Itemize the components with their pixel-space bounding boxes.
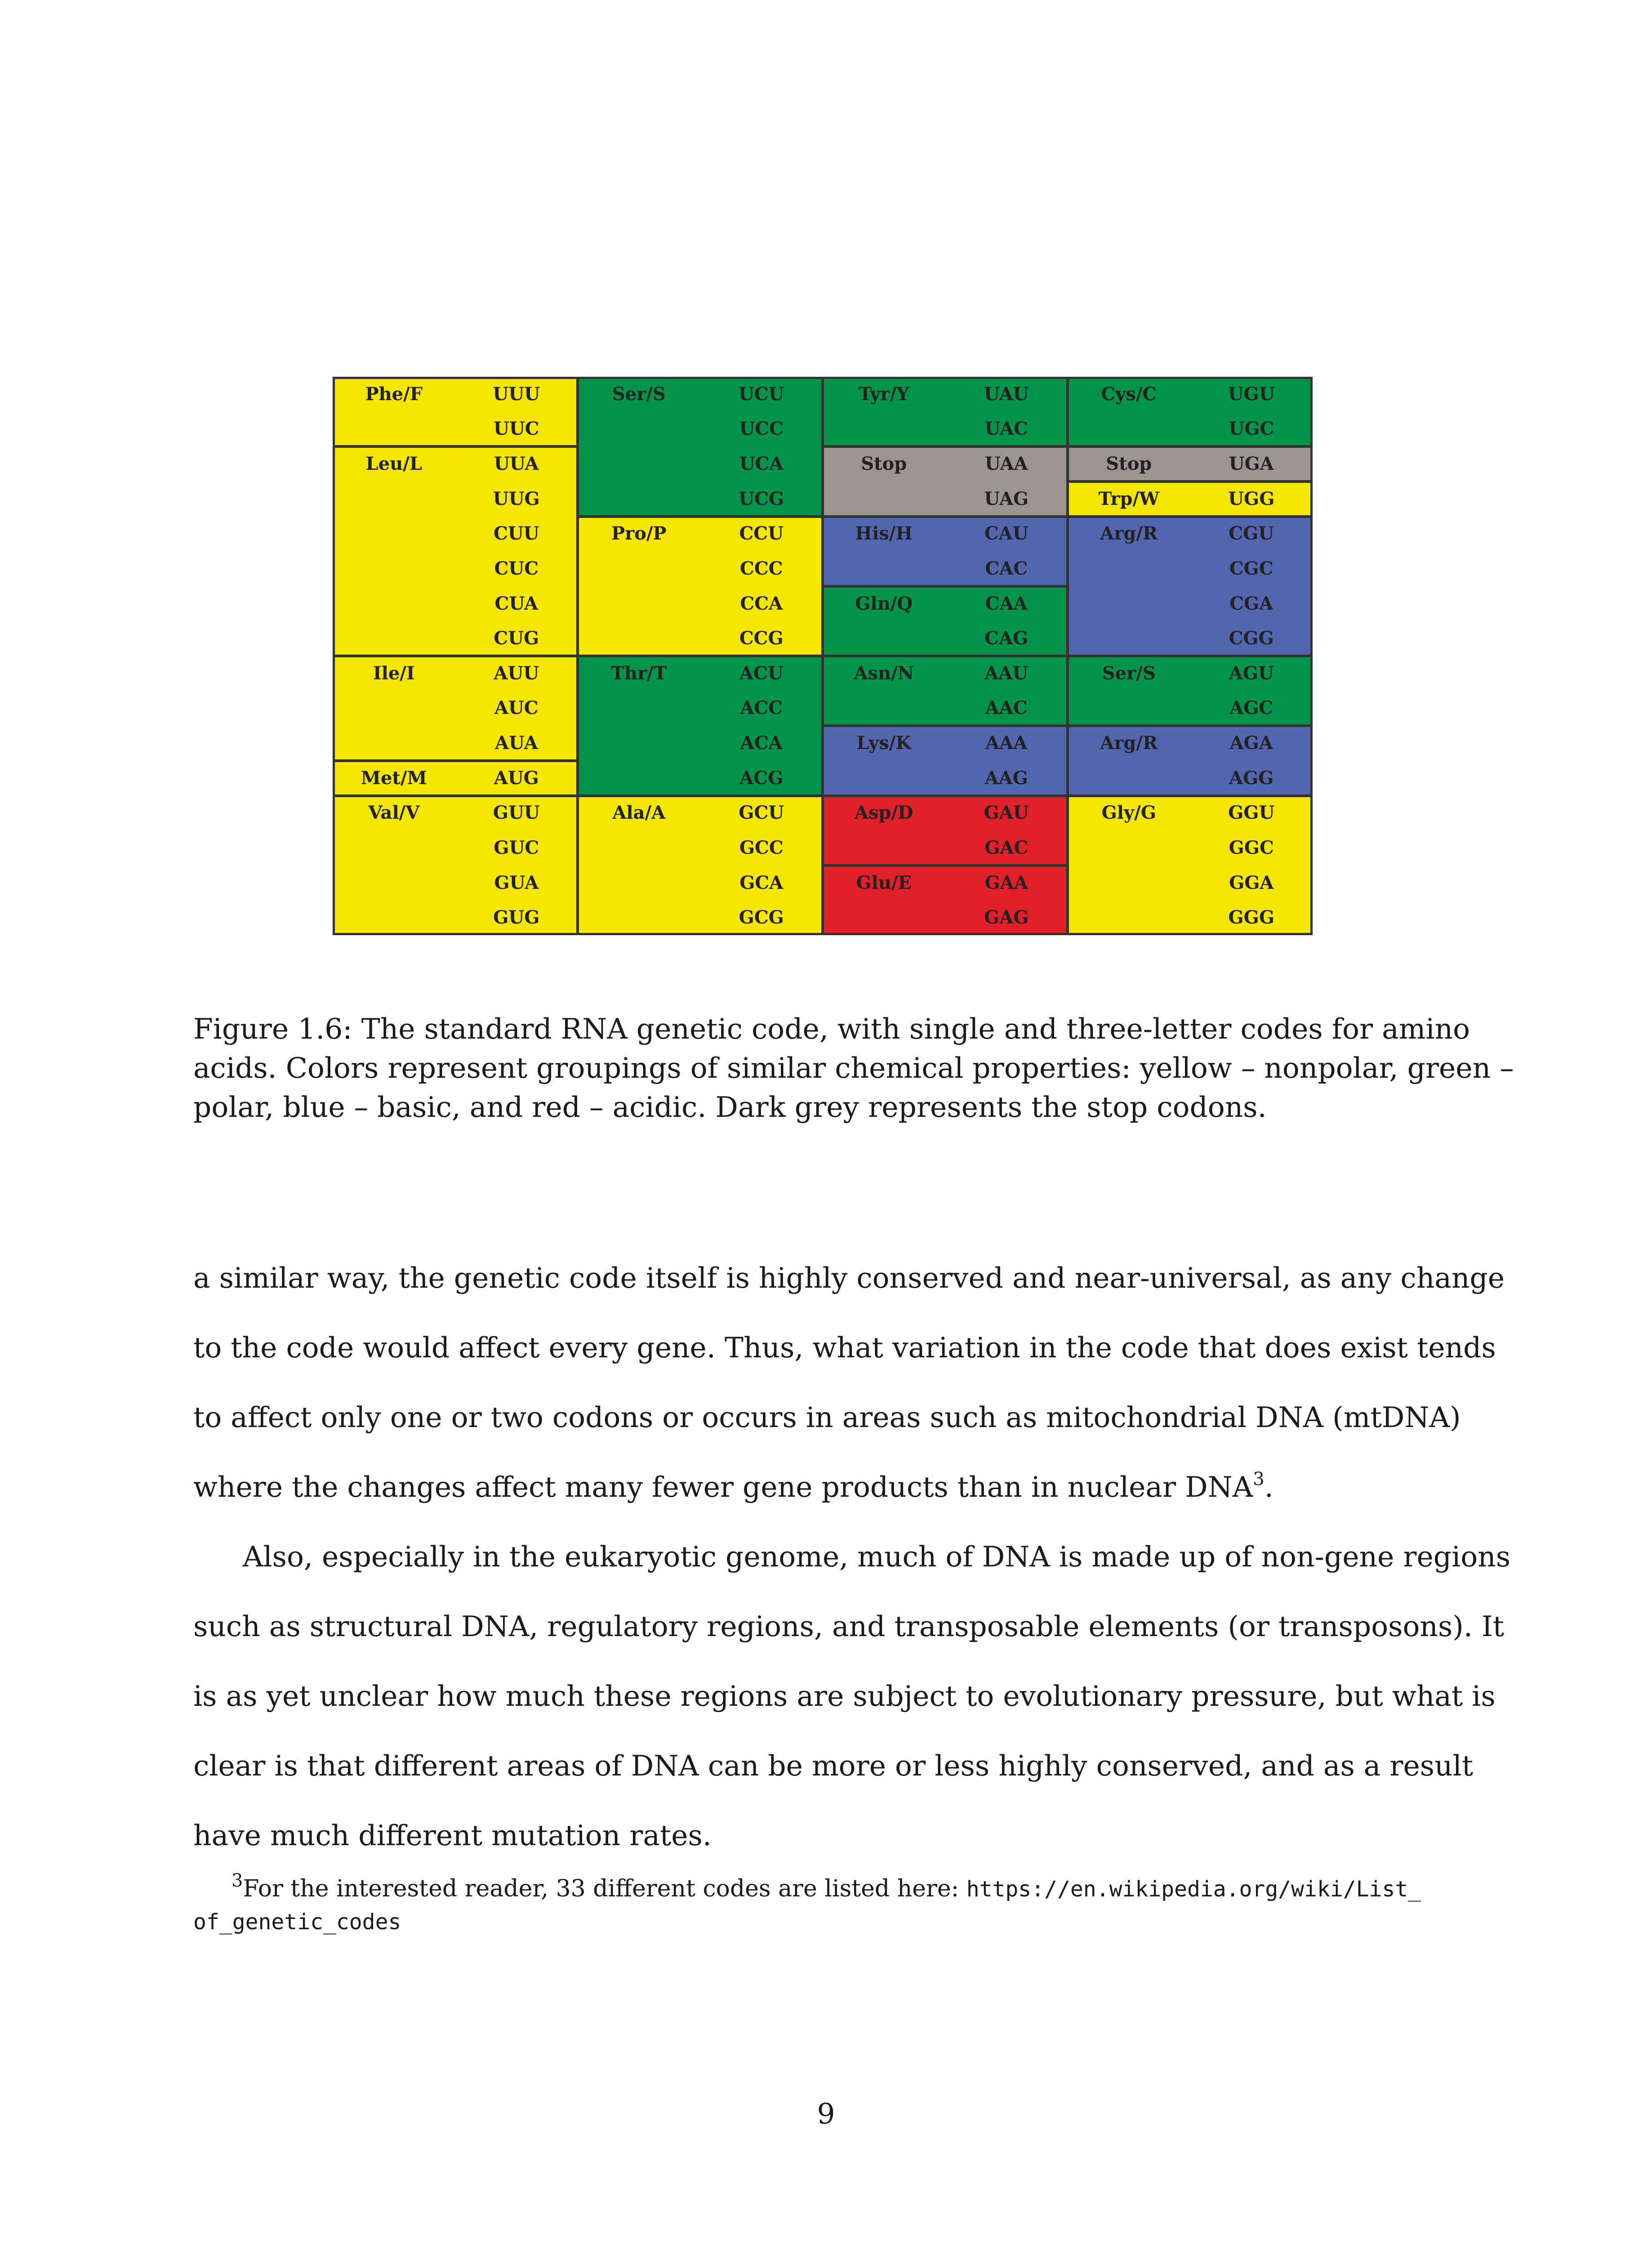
codon-label: GUU [493, 802, 540, 824]
body-line: is as yet unclear how much these regions are subject to evolutionary pressure, but what is [193, 1680, 1496, 1713]
amino-acid-group [1068, 446, 1313, 482]
amino-acid-label: Val/V [368, 802, 420, 824]
codon-label: UUA [494, 453, 539, 475]
amino-acid-label: Asp/D [854, 802, 913, 824]
footnote-url-continued[interactable]: of_genetic_codes [193, 1909, 401, 1935]
caption-line: Figure 1.6: The standard RNA genetic code, with single and three-letter codes for amino [193, 1012, 1470, 1045]
body-line: to affect only one or two codons or occurs in areas such as mitochondrial DNA (mtDNA) [193, 1401, 1461, 1434]
amino-acid-label: Ser/S [612, 383, 666, 405]
codon-label: CUC [494, 558, 539, 579]
body-line: have much different mutation rates. [193, 1819, 712, 1852]
codon-label: GUC [494, 837, 539, 858]
codon-label: UUG [493, 488, 540, 509]
footnote-line [193, 1905, 1456, 1938]
amino-acid-label: Arg/R [1100, 523, 1158, 544]
amino-acid-label: Tyr/Y [858, 383, 909, 405]
codon-label: ACA [740, 732, 783, 754]
body-line-end: . [1264, 1471, 1274, 1503]
codon-label: UAG [984, 488, 1029, 509]
footnote-text: For the interested reader, 33 different codes are listed here: [243, 1875, 966, 1902]
codon-label: AAU [984, 662, 1029, 684]
amino-acid-group [333, 446, 578, 656]
amino-acid-label: Trp/W [1098, 488, 1159, 509]
amino-acid-label: Gly/G [1101, 802, 1156, 824]
amino-acid-label: Stop [861, 453, 907, 475]
codon-label: UCC [739, 418, 784, 440]
codon-label: UCU [738, 383, 784, 405]
codon-label: UUU [493, 383, 540, 405]
codon-label: GCG [739, 907, 784, 928]
codon-label: UAC [984, 418, 1029, 440]
codon-label: AGU [1229, 662, 1274, 684]
codon-label: UGA [1229, 453, 1274, 475]
codon-label: UAA [984, 453, 1028, 475]
codon-label: UCA [739, 453, 784, 475]
codon-label: CUA [494, 593, 539, 614]
codon-label: GUG [493, 907, 540, 928]
codon-label: CAG [984, 628, 1029, 649]
body-line [193, 1452, 1456, 1522]
footnote-url[interactable]: https://en.wikipedia.org/wiki/List_ [966, 1877, 1421, 1902]
codon-label: GGA [1229, 872, 1274, 893]
amino-acid-label: Ser/S [1102, 662, 1156, 684]
codon-label: CGU [1229, 523, 1274, 544]
codon-label: AGA [1229, 732, 1273, 754]
codon-label: ACC [740, 697, 783, 719]
body-line: a similar way, the genetic code itself is highly conserved and near-universal, as any change [193, 1262, 1505, 1294]
codon-label: CGG [1229, 628, 1274, 649]
codon-label: CAC [985, 558, 1028, 579]
page-number: 9 [817, 2097, 835, 2130]
amino-acid-label: Met/M [361, 767, 427, 789]
amino-acid-label: Ile/I [373, 662, 415, 684]
amino-acid-label: Ala/A [612, 802, 666, 824]
codon-label: AAC [985, 697, 1028, 719]
codon-label: GCA [739, 872, 784, 893]
codon-label: GCU [739, 802, 784, 824]
amino-acid-label: Asn/N [854, 662, 914, 684]
amino-acid-label: Glu/E [856, 872, 912, 893]
codon-label: AAA [985, 732, 1028, 754]
amino-acid-group [823, 446, 1068, 516]
amino-acid-label: Arg/R [1100, 732, 1158, 754]
codon-label: GGU [1228, 802, 1275, 824]
codon-label: CGA [1229, 593, 1274, 614]
codon-label: GGG [1228, 907, 1274, 928]
caption-line: polar, blue – basic, and red – acidic. Dark grey represents the stop codons. [193, 1091, 1267, 1124]
codon-label: AGC [1229, 697, 1274, 719]
codon-label: ACU [739, 662, 784, 684]
genetic-code-table [333, 377, 1313, 935]
amino-acid-label: Leu/L [365, 453, 422, 475]
codon-label: AUA [494, 732, 538, 754]
codon-label: GAU [984, 802, 1029, 824]
codon-label: CAA [985, 593, 1028, 614]
footnote [193, 1870, 1456, 1938]
amino-acid-label: Pro/P [611, 523, 667, 544]
body-line: Also, especially in the eukaryotic genome, much of DNA is made up of non-gene regions [243, 1540, 1511, 1573]
amino-acid-label: Gln/Q [855, 593, 913, 614]
codon-label: GGC [1229, 837, 1274, 858]
amino-acid-label: Lys/K [856, 732, 912, 754]
codon-label: AGG [1229, 767, 1274, 789]
codon-label: GUA [494, 872, 539, 893]
amino-acid-label: Stop [1106, 453, 1152, 475]
codon-label: GCC [739, 837, 784, 858]
codon-label: GAC [984, 837, 1029, 858]
footnote-number: 3 [232, 1870, 243, 1891]
caption-line: acids. Colors represent groupings of similar chemical properties: yellow – nonpolar, green – [193, 1052, 1514, 1084]
codon-label: AUU [494, 662, 539, 684]
body-line: clear is that different areas of DNA can be more or less highly conserved, and as a result [193, 1749, 1474, 1782]
body-line-text: where the changes affect many fewer gene products than in nuclear DNA [193, 1471, 1253, 1503]
footnote-line [193, 1870, 1456, 1905]
footnote-marker[interactable]: 3 [1253, 1469, 1265, 1490]
amino-acid-label: His/H [855, 523, 913, 544]
amino-acid-label: Cys/C [1101, 383, 1157, 405]
body-text [193, 1243, 1511, 1870]
codon-label: AUC [494, 697, 539, 719]
codon-label: UGU [1228, 383, 1275, 405]
codon-label: ACG [739, 767, 784, 789]
amino-acid-label: Phe/F [365, 383, 423, 405]
body-line: to the code would affect every gene. Thus, what variation in the code that does exist tends [193, 1331, 1496, 1364]
codon-label: UGG [1228, 488, 1275, 509]
codon-label: CCC [739, 558, 783, 579]
codon-label: CGC [1229, 558, 1274, 579]
codon-label: UGC [1229, 418, 1274, 440]
codon-label: CCU [739, 523, 784, 544]
codon-label: UAU [984, 383, 1029, 405]
codon-label: CAU [984, 523, 1029, 544]
codon-label: CUG [494, 628, 539, 649]
codon-label: CCG [739, 628, 784, 649]
codon-label: UUC [493, 418, 539, 440]
body-line: such as structural DNA, regulatory regions, and transposable elements (or transposons). It [193, 1610, 1505, 1643]
amino-acid-label: Thr/T [611, 662, 667, 684]
codon-label: GAG [984, 907, 1029, 928]
codon-label: CUU [493, 523, 539, 544]
codon-label: UCG [739, 488, 784, 509]
codon-label: GAA [984, 872, 1028, 893]
codon-label: AAG [984, 767, 1028, 789]
codon-label: AUG [494, 767, 539, 789]
amino-acid-group [333, 656, 578, 761]
codon-label: CCA [740, 593, 783, 614]
figure-caption [193, 1009, 1514, 1127]
